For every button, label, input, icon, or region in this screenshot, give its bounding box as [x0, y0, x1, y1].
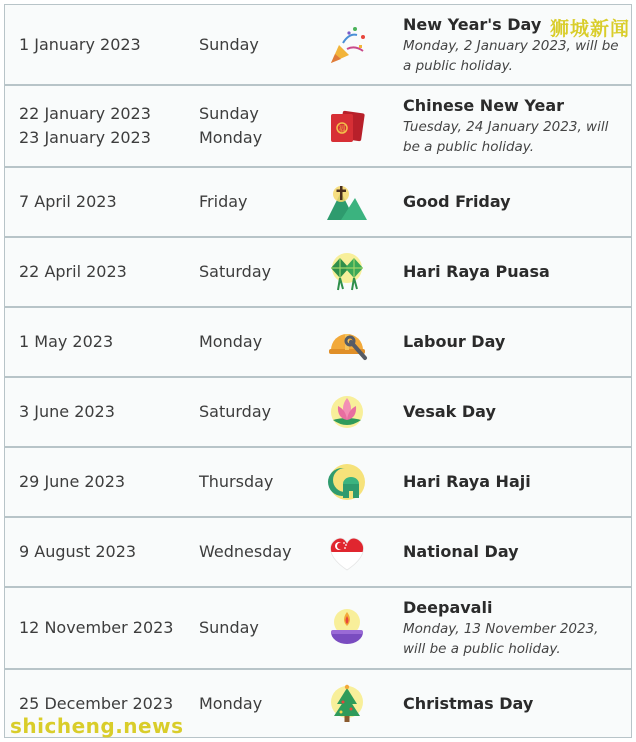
holiday-name: Hari Raya Haji [403, 472, 531, 491]
watermark-bottom: shicheng.news [10, 714, 184, 738]
day-cell: Monday [199, 332, 263, 351]
holiday-cell [403, 401, 621, 423]
holiday-name: Christmas Day [403, 693, 534, 713]
day-cell: Sunday [199, 34, 259, 54]
holiday-cell [403, 693, 621, 715]
date-cell: 7 April 2023 [19, 192, 117, 211]
table-row [5, 238, 631, 308]
day-cell: Monday [199, 693, 263, 713]
holiday-name: Chinese New Year [403, 96, 565, 115]
day-cell: Wednesday [199, 542, 292, 561]
holiday-name: Vesak Day [403, 402, 496, 421]
lotus-icon [325, 390, 369, 434]
table-row [5, 588, 631, 670]
holiday-name: Deepavali [403, 598, 493, 617]
watermark-top: 狮城新闻 [549, 18, 630, 40]
date-cell: 1 January 2023 [19, 34, 141, 54]
holiday-cell [403, 261, 621, 283]
holiday-name: Hari Raya Puasa [403, 262, 550, 281]
holiday-cell [403, 471, 621, 493]
table-row [5, 308, 631, 378]
holiday-name: National Day [403, 542, 519, 561]
table-row [5, 5, 631, 86]
mosque-crescent-icon [325, 460, 369, 504]
date-cell: 29 June 2023 [19, 472, 126, 491]
flag-heart-icon [325, 530, 369, 574]
table-row [5, 168, 631, 238]
table-row [5, 518, 631, 588]
party-popper-icon [325, 23, 369, 67]
day-cell: Friday [199, 192, 248, 211]
date-cell: 9 August 2023 [19, 542, 137, 561]
holiday-cell [403, 95, 621, 157]
date-cell: 3 June 2023 [19, 402, 115, 421]
holiday-cell [403, 541, 621, 563]
day-cell: Sunday Monday [199, 104, 263, 147]
table-row [5, 448, 631, 518]
holiday-cell [403, 597, 621, 659]
holiday-cell [403, 331, 621, 353]
date-cell: 25 December 2023 [19, 693, 174, 713]
ketupat-icon [325, 250, 369, 294]
christmas-tree-icon [325, 682, 369, 726]
date-cell: 12 November 2023 [19, 618, 174, 637]
day-cell: Saturday [199, 262, 272, 281]
date-cell: 1 May 2023 [19, 332, 114, 351]
hill-cross-icon [325, 180, 369, 224]
holiday-note: Monday, 2 January 2023, will be a public holiday. [403, 37, 619, 74]
holiday-table [4, 4, 632, 738]
holiday-note: Tuesday, 24 January 2023, will be a public holiday. [403, 119, 609, 155]
day-cell: Saturday [199, 402, 272, 421]
holiday-cell [403, 191, 621, 213]
red-packet-icon [325, 104, 369, 148]
oil-lamp-icon [325, 606, 369, 650]
table-row [5, 378, 631, 448]
table-row [5, 86, 631, 168]
date-cell: 22 January 2023 23 January 2023 [19, 104, 151, 147]
holiday-name: New Year's Day [403, 14, 542, 34]
day-cell: Thursday [199, 472, 274, 491]
holiday-note: Monday, 13 November 2023, will be a public holiday. [403, 621, 599, 657]
holiday-name: Good Friday [403, 192, 511, 211]
hard-hat-wrench-icon [325, 320, 369, 364]
date-cell: 22 April 2023 [19, 262, 127, 281]
day-cell: Sunday [199, 618, 259, 637]
holiday-name: Labour Day [403, 332, 506, 351]
svg-text:福: 福 [338, 125, 346, 133]
